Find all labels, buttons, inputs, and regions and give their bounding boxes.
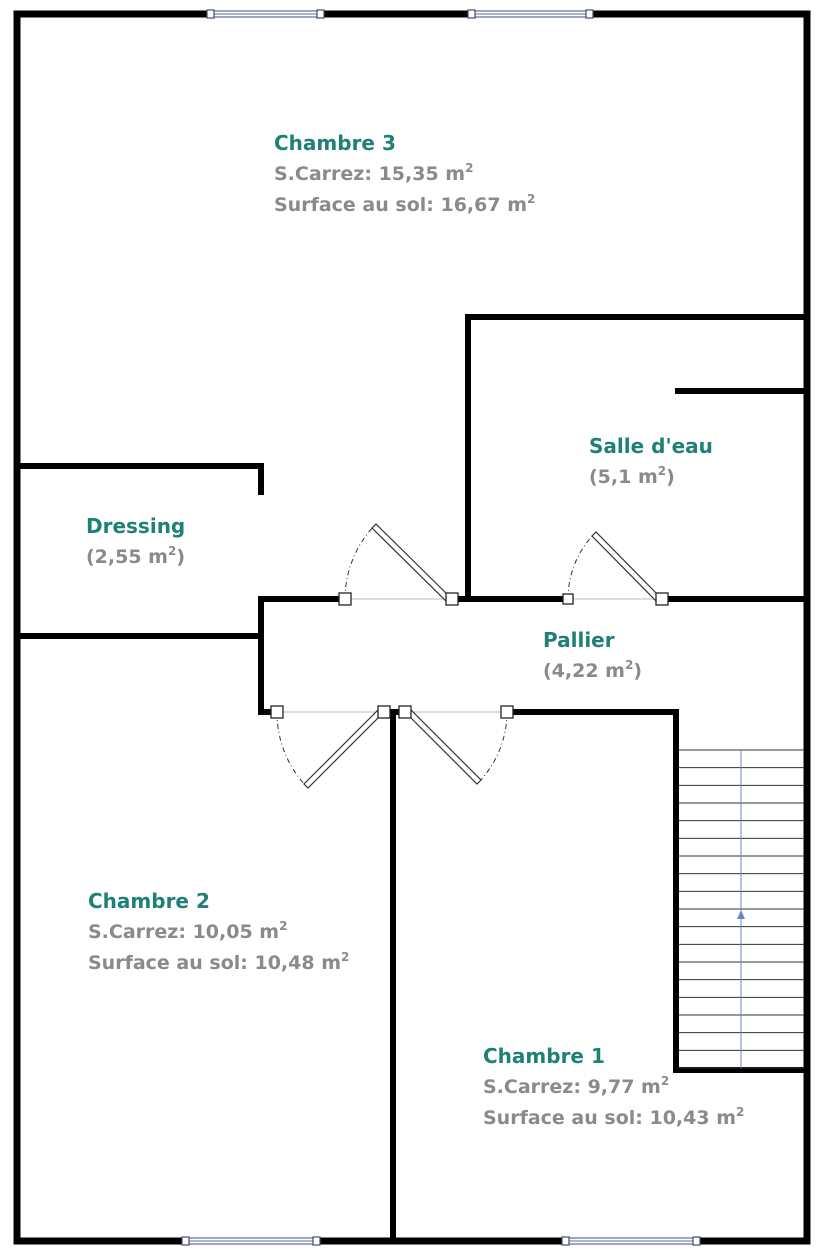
window-top-left — [207, 10, 324, 18]
room-salle-deau — [589, 436, 713, 487]
door-chambre2[interactable] — [271, 706, 390, 788]
staircase — [679, 750, 804, 1068]
room-chambre-1 — [483, 1046, 744, 1128]
floor-area-chambre-1: Surface au sol: 10,43 $m^2$ — [483, 1105, 745, 1129]
room-name-chambre-2: Chambre 2 — [88, 889, 210, 913]
room-name-dressing: Dressing — [86, 514, 186, 538]
area-salle-deau: (5,1 $m^2$) — [589, 464, 675, 488]
door-chambre3[interactable] — [339, 524, 458, 605]
room-chambre-3 — [274, 133, 535, 215]
window-top-right — [468, 10, 593, 18]
room-name-chambre-3: Chambre 3 — [274, 131, 396, 155]
carrez-area-chambre-1: S.Carrez: 9,77 $m^2$ — [483, 1074, 670, 1098]
carrez-area-chambre-2: S.Carrez: 10,05 $m^2$ — [88, 919, 288, 943]
room-pallier — [543, 630, 642, 681]
room-chambre-2 — [88, 891, 349, 973]
room-name-chambre-1: Chambre 1 — [483, 1044, 605, 1068]
floor-area-chambre-3: Surface au sol: 16,67 $m^2$ — [274, 192, 536, 216]
window-bottom-left — [182, 1237, 320, 1245]
room-dressing — [86, 516, 185, 567]
door-chambre1[interactable] — [399, 706, 513, 784]
stair-up-arrow-icon — [737, 910, 745, 919]
floor-area-chambre-2: Surface au sol: 10,48 $m^2$ — [88, 950, 350, 974]
area-pallier: (4,22 $m^2$) — [543, 658, 643, 682]
window-bottom-right — [562, 1237, 700, 1245]
door-salle-deau[interactable] — [563, 532, 668, 605]
room-name-pallier: Pallier — [543, 628, 615, 652]
carrez-area-chambre-3: S.Carrez: 15,35 $m^2$ — [274, 161, 474, 185]
room-name-salle-deau: Salle d'eau — [589, 434, 713, 458]
area-dressing: (2,55 $m^2$) — [86, 544, 186, 568]
